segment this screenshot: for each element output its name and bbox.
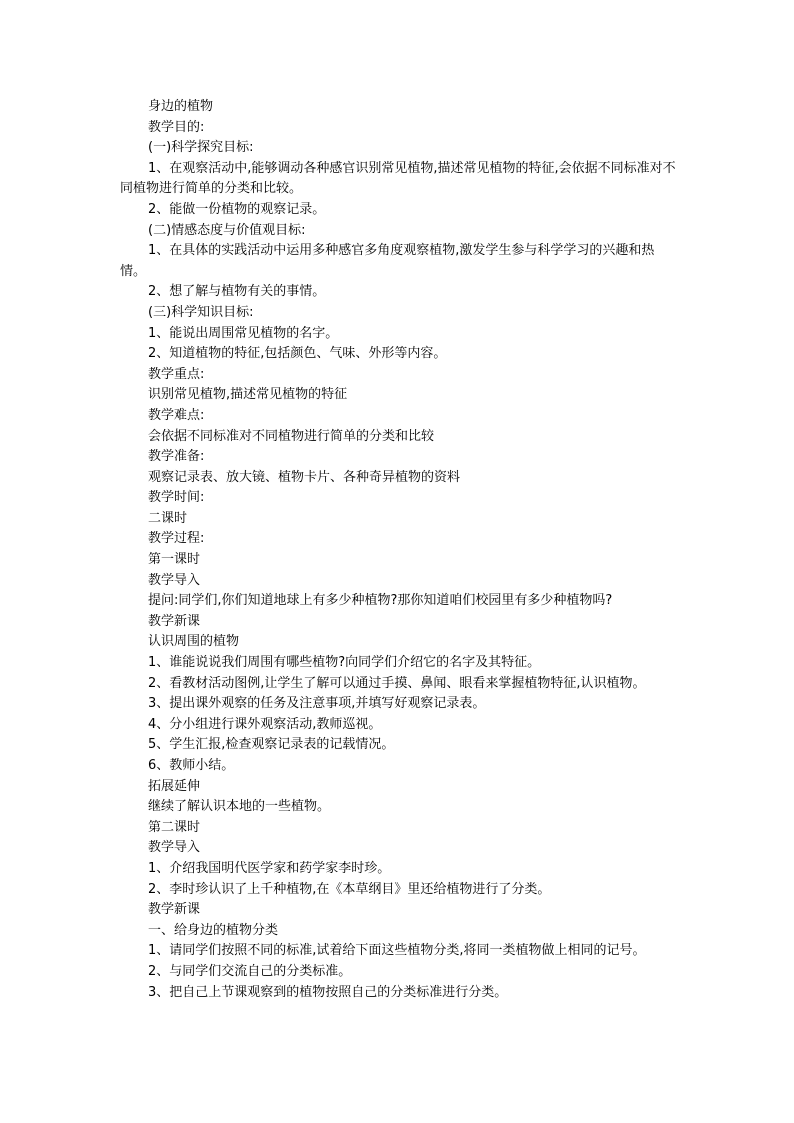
text-line: 3、提出课外观察的任务及注意事项,并填写好观察记录表。 bbox=[148, 696, 486, 712]
text-line: 1、请同学们按照不同的标准,试着给下面这些植物分类,将同一类植物做上相同的记号。 bbox=[148, 943, 646, 959]
text-line: (二)情感态度与价值观目标: bbox=[148, 222, 306, 238]
text-line: 教学难点: bbox=[148, 407, 205, 423]
text-line: 2、知道植物的特征,包括颜色、气味、外形等内容。 bbox=[148, 346, 447, 362]
document-body bbox=[120, 97, 680, 1003]
text-line: 教学导入 bbox=[148, 572, 201, 588]
text-line: (一)科学探究目标: bbox=[148, 140, 254, 156]
text-line: 识别常见植物,描述常见植物的特征 bbox=[148, 387, 348, 403]
text-line: 会依据不同标准对不同植物进行简单的分类和比较 bbox=[148, 428, 435, 444]
text-line: 5、学生汇报,检查观察记录表的记载情况。 bbox=[148, 737, 395, 753]
text-line: 一、给身边的植物分类 bbox=[148, 922, 279, 938]
text-line: 身边的植物 bbox=[148, 99, 214, 114]
text-line: 教学新课 bbox=[148, 613, 201, 629]
text-line: 认识周围的植物 bbox=[148, 634, 240, 650]
text-line: 2、想了解与植物有关的事情。 bbox=[148, 284, 326, 300]
text-line: 6、教师小结。 bbox=[148, 758, 235, 773]
text-line: 拓展延伸 bbox=[148, 778, 201, 794]
text-line: 教学新课 bbox=[148, 902, 201, 918]
text-line: 第二课时 bbox=[148, 819, 201, 835]
text-line: 继续了解认识本地的一些植物。 bbox=[148, 799, 331, 815]
text-line: 第一课时 bbox=[148, 552, 201, 568]
text-line: 1、能说出周围常见植物的名字。 bbox=[148, 325, 339, 341]
text-line: 1、在观察活动中,能够调动各种感官识别常见植物,描述常见植物的特征,会依据不同标准对不同植物进行简单的分类和比较。 bbox=[120, 160, 676, 197]
text-line: 2、与同学们交流自己的分类标准。 bbox=[148, 963, 352, 979]
text-line: 2、看教材活动图例,让学生了解可以通过手摸、鼻闻、眼看来掌握植物特征,认识植物。 bbox=[148, 675, 646, 691]
text-line: 教学过程: bbox=[148, 531, 205, 547]
text-line: 教学导入 bbox=[148, 840, 201, 856]
text-line: 观察记录表、放大镜、植物卡片、各种奇异植物的资料 bbox=[148, 469, 461, 485]
text-line: 1、在具体的实践活动中运用多种感官多角度观察植物,激发学生参与科学学习的兴趣和热情。 bbox=[120, 243, 655, 279]
text-line: 提问:同学们,你们知道地球上有多少种植物?那你知道咱们校园里有多少种植物吗? bbox=[148, 593, 613, 609]
text-line: 4、分小组进行课外观察活动,教师巡视。 bbox=[148, 716, 382, 732]
text-line: 教学目的: bbox=[148, 119, 205, 135]
text-line: 3、把自己上节课观察到的植物按照自己的分类标准进行分类。 bbox=[148, 984, 508, 1000]
text-line: (三)科学知识目标: bbox=[148, 304, 254, 320]
text-line: 二课时 bbox=[148, 510, 188, 526]
text-line: 1、谁能说说我们周围有哪些植物?向同学们介绍它的名字及其特征。 bbox=[148, 655, 541, 671]
text-line: 1、介绍我国明代医学家和药学家李时珍。 bbox=[148, 860, 391, 876]
text-line: 2、李时珍认识了上千种植物,在《本草纲目》里还给植物进行了分类。 bbox=[148, 881, 551, 897]
text-line: 教学时间: bbox=[148, 490, 205, 506]
text-line: 教学重点: bbox=[148, 366, 205, 382]
text-line: 2、能做一份植物的观察记录。 bbox=[148, 201, 326, 217]
text-line: 教学准备: bbox=[148, 449, 205, 465]
